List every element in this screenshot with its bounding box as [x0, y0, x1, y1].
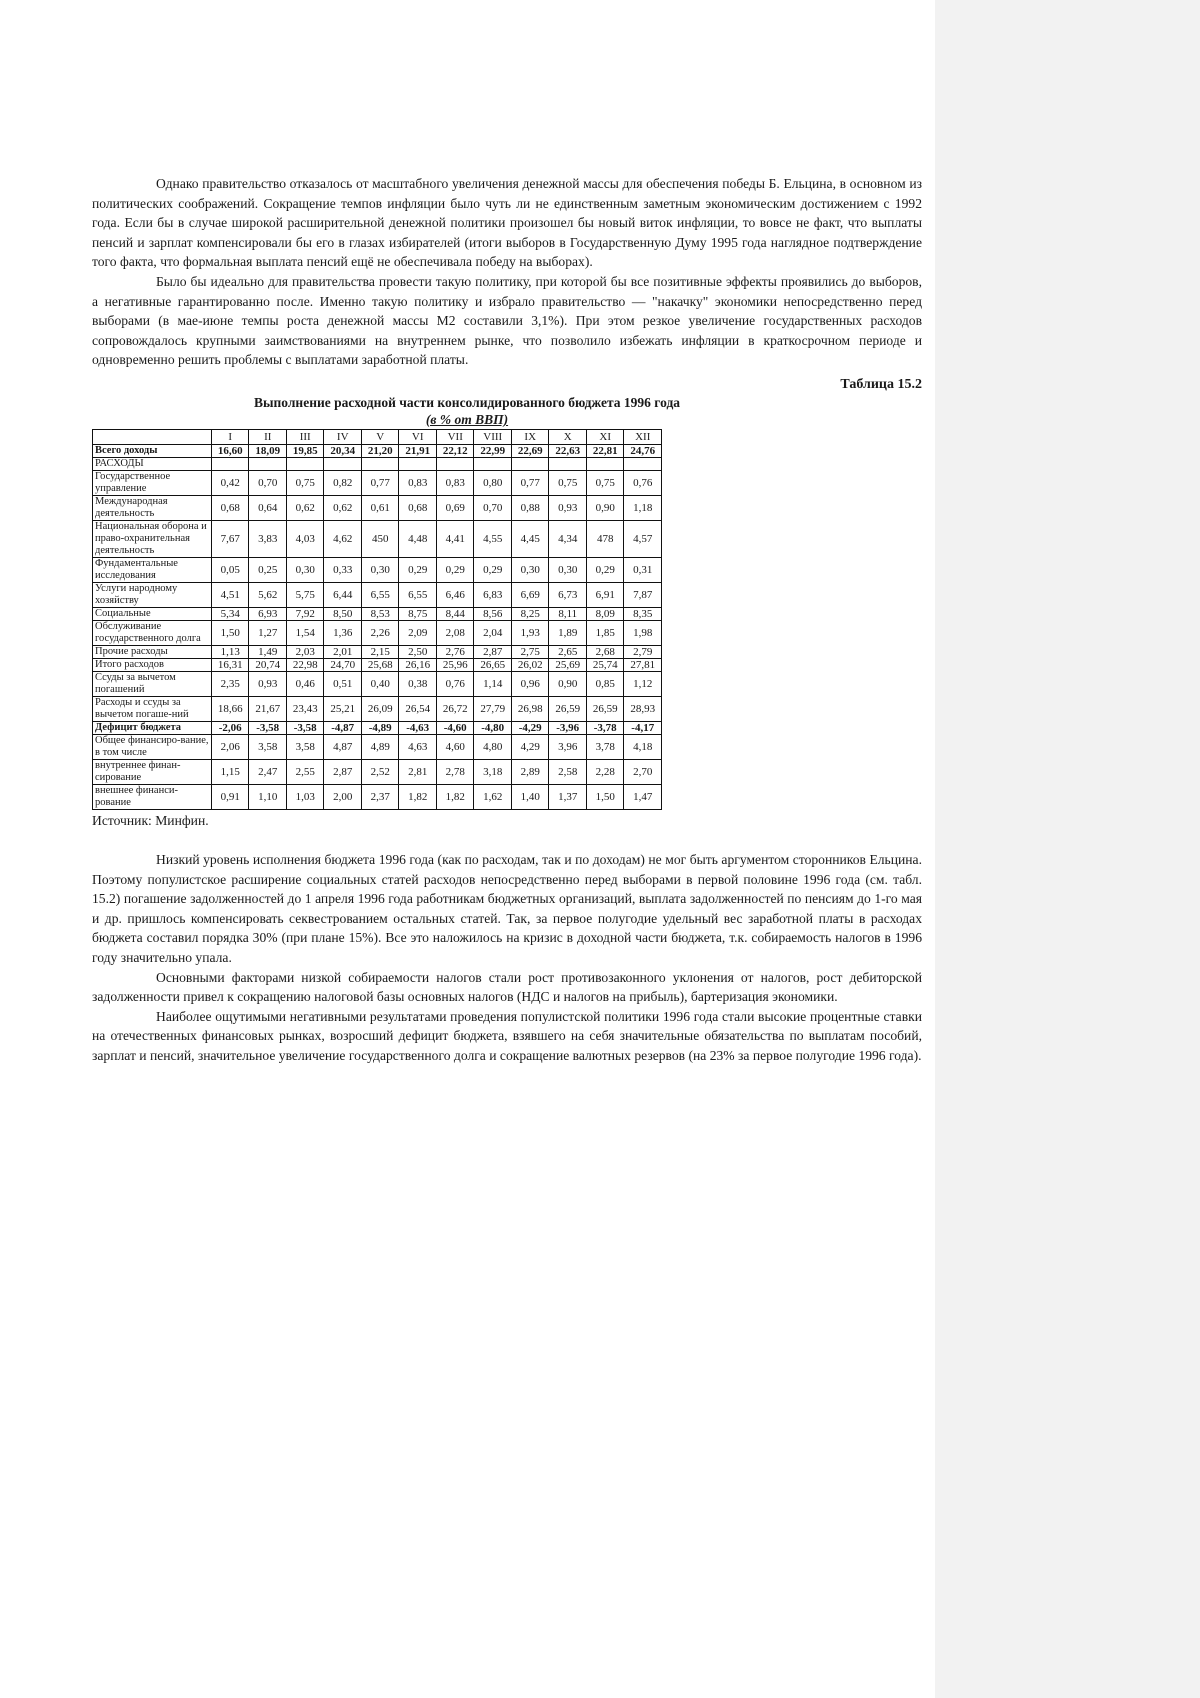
table-cell: 6,69 — [511, 582, 549, 607]
table-cell: 0,83 — [436, 470, 474, 495]
table-cell: 2,28 — [586, 759, 624, 784]
table-cell: 25,96 — [436, 658, 474, 671]
table-cell: 2,04 — [474, 620, 512, 645]
table-cell: 2,76 — [436, 645, 474, 658]
table-cell: 1,98 — [624, 620, 662, 645]
table-source: Источник: Минфин. — [92, 812, 209, 828]
table-cell: 4,41 — [436, 520, 474, 557]
table-cell: 1,18 — [624, 495, 662, 520]
table-cell: 0,91 — [211, 784, 249, 809]
table-row — [93, 734, 662, 759]
table-cell: 4,18 — [624, 734, 662, 759]
table-cell: 18,09 — [249, 444, 287, 457]
table-cell: 0,93 — [549, 495, 587, 520]
table-cell: 4,89 — [361, 734, 399, 759]
table-cell: 19,85 — [286, 444, 324, 457]
table-cell: 2,58 — [549, 759, 587, 784]
table-subtitle: (в % от ВВП) — [425, 411, 509, 427]
table-cell: 4,80 — [474, 734, 512, 759]
table-cell: 0,29 — [586, 557, 624, 582]
table-cell: 22,98 — [286, 658, 324, 671]
table-cell: 6,83 — [474, 582, 512, 607]
table-row — [93, 457, 662, 470]
table-cell: 25,21 — [324, 696, 362, 721]
table-cell: 16,31 — [211, 658, 249, 671]
table-cell: 4,03 — [286, 520, 324, 557]
table-cell: 22,69 — [511, 444, 549, 457]
column-header: III — [286, 429, 324, 444]
table-cell: 3,18 — [474, 759, 512, 784]
table-cell: 26,09 — [361, 696, 399, 721]
table-cell: 4,60 — [436, 734, 474, 759]
table-cell: -3,78 — [586, 721, 624, 734]
row-label: Международная деятельность — [93, 495, 212, 520]
table-title: Выполнение расходной части консолидированного бюджета 1996 года — [253, 394, 681, 410]
table-cell: 0,75 — [549, 470, 587, 495]
table-cell: 21,20 — [361, 444, 399, 457]
table-cell — [211, 457, 249, 470]
column-header: I — [211, 429, 249, 444]
table-row — [93, 784, 662, 809]
table-cell: 2,15 — [361, 645, 399, 658]
table-row — [93, 470, 662, 495]
table-cell: 8,75 — [399, 607, 437, 620]
table-row — [93, 557, 662, 582]
table-cell: 0,77 — [511, 470, 549, 495]
table-cell: 25,74 — [586, 658, 624, 671]
table-row — [93, 696, 662, 721]
table-cell: 6,44 — [324, 582, 362, 607]
table-cell: 2,00 — [324, 784, 362, 809]
table-cell: 22,12 — [436, 444, 474, 457]
table-cell: 25,68 — [361, 658, 399, 671]
row-label: Расходы и ссуды за вычетом погаше-ний — [93, 696, 212, 721]
table-cell: -4,29 — [511, 721, 549, 734]
table-cell: 26,59 — [549, 696, 587, 721]
table-cell: 8,50 — [324, 607, 362, 620]
table-cell: 8,44 — [436, 607, 474, 620]
paragraph-1: Однако правительство отказалось от масштабного увеличения денежной массы для обеспечения победы Б. Ельцина, в основном из политических соображений. Сокращение темпов инфляции было чуть ли не единственным заметным экономическим достижением с 1992 года. Если бы в случае широкой расширительной денежной политики произошел бы новый виток инфляции, то вовсе не факт, что выплаты пенсий и зарплат компенсировали бы его в глазах избирателей (итоги выборов в Государственную Думу 1995 года наглядное подтверждение того факта, что формальная выплата пенсий ещё не обеспечивала победу на выборах). — [92, 176, 922, 270]
table-cell: -3,96 — [549, 721, 587, 734]
table-cell: 2,52 — [361, 759, 399, 784]
table-cell: 0,96 — [511, 671, 549, 696]
table-cell: 16,60 — [211, 444, 249, 457]
table-cell: 2,09 — [399, 620, 437, 645]
table-cell: 22,99 — [474, 444, 512, 457]
row-label: внешнее финанси-рование — [93, 784, 212, 809]
table-cell: 28,93 — [624, 696, 662, 721]
table-cell: 0,40 — [361, 671, 399, 696]
table-cell: 7,67 — [211, 520, 249, 557]
table-cell: 2,26 — [361, 620, 399, 645]
row-label: внутреннее финан-сирование — [93, 759, 212, 784]
paragraph-5: Наиболее ощутимыми негативными результатами проведения популистской политики 1996 года стали высокие процентные ставки на отечественных финансовых рынках, возросший дефицит бюджета, взявшего на себя значительные обязательства по выплатам пособий, зарплат и пенсий, значительное увеличение государственного долга и сокращение валютных резервов (на 23% за первое полугодие 1996 года). — [92, 1008, 922, 1063]
table-label: Таблица 15.2 — [840, 376, 922, 392]
table-cell — [361, 457, 399, 470]
table-cell: 27,79 — [474, 696, 512, 721]
table-cell: 25,69 — [549, 658, 587, 671]
table-cell: 3,83 — [249, 520, 287, 557]
table-cell: 0,51 — [324, 671, 362, 696]
column-header: VII — [436, 429, 474, 444]
table-cell: -2,06 — [211, 721, 249, 734]
table-cell: 0,82 — [324, 470, 362, 495]
table-cell: 18,66 — [211, 696, 249, 721]
paragraph-3: Низкий уровень исполнения бюджета 1996 года (как по расходам, так и по доходам) не мог быть аргументом сторонников Ельцина. Поэтому популистское расширение социальных статей расходов непосредственно перед выборами в первой половине 1996 года (см. табл. 15.2) погашение задолженностей до 1 апреля 1996 года работникам бюджетных организаций, выплата задолженностей по пенсиям до 1-го мая и др. пришлось компенсировать секвестрованием остальных статей. Так, за первое полугодие удельный вес заработной платы в расходах бюджета составил порядка 30% (при плане 15%). Все это наложилось на кризис в доходной части бюджета, т.к. собираемость налогов в 1996 году значительно упала. — [92, 851, 922, 965]
table-cell: 1,49 — [249, 645, 287, 658]
row-label: Услуги народному хозяйству — [93, 582, 212, 607]
table-cell: 0,70 — [249, 470, 287, 495]
table-cell — [586, 457, 624, 470]
table-cell: 20,74 — [249, 658, 287, 671]
table-cell: 2,08 — [436, 620, 474, 645]
table-cell: 22,63 — [549, 444, 587, 457]
table-cell: 0,90 — [586, 495, 624, 520]
table-cell: 8,53 — [361, 607, 399, 620]
table-cell: 0,75 — [586, 470, 624, 495]
table-cell: 2,55 — [286, 759, 324, 784]
table-cell: 2,68 — [586, 645, 624, 658]
table-cell: 20,34 — [324, 444, 362, 457]
row-label: Национальная оборона и право-охранительная деятельность — [93, 520, 212, 557]
table-cell: -3,58 — [249, 721, 287, 734]
table-cell: 0,88 — [511, 495, 549, 520]
table-cell: 24,70 — [324, 658, 362, 671]
table-cell: 21,91 — [399, 444, 437, 457]
table-cell: 1,37 — [549, 784, 587, 809]
table-cell: 6,55 — [399, 582, 437, 607]
table-cell: 3,58 — [286, 734, 324, 759]
table-cell: 1,93 — [511, 620, 549, 645]
table-cell: 22,81 — [586, 444, 624, 457]
table-cell: 8,56 — [474, 607, 512, 620]
table-cell: 2,50 — [399, 645, 437, 658]
table-cell: 26,98 — [511, 696, 549, 721]
table-row — [93, 721, 662, 734]
budget-table — [92, 429, 662, 810]
column-header: IX — [511, 429, 549, 444]
table-cell: 1,50 — [211, 620, 249, 645]
table-cell: 0,68 — [211, 495, 249, 520]
table-cell: 0,62 — [286, 495, 324, 520]
table-cell: 6,55 — [361, 582, 399, 607]
table-cell: 0,77 — [361, 470, 399, 495]
table-cell: 3,78 — [586, 734, 624, 759]
table-cell: 5,34 — [211, 607, 249, 620]
table-cell: 0,75 — [286, 470, 324, 495]
table-cell: 1,14 — [474, 671, 512, 696]
table-cell: 26,02 — [511, 658, 549, 671]
row-label: РАСХОДЫ — [93, 457, 212, 470]
table-cell: 4,57 — [624, 520, 662, 557]
table-cell: 24,76 — [624, 444, 662, 457]
column-header: II — [249, 429, 287, 444]
table-row — [93, 658, 662, 671]
table-cell: 450 — [361, 520, 399, 557]
table-cell: 6,93 — [249, 607, 287, 620]
table-row — [93, 495, 662, 520]
table-cell: 0,42 — [211, 470, 249, 495]
table-cell: 4,34 — [549, 520, 587, 557]
table-cell — [249, 457, 287, 470]
table-cell: 2,37 — [361, 784, 399, 809]
table-cell: 2,06 — [211, 734, 249, 759]
table-cell: 7,92 — [286, 607, 324, 620]
table-cell: 1,89 — [549, 620, 587, 645]
column-header: VIII — [474, 429, 512, 444]
table-cell: 0,70 — [474, 495, 512, 520]
table-cell: 0,30 — [361, 557, 399, 582]
table-cell: -3,58 — [286, 721, 324, 734]
row-label: Ссуды за вычетом погашений — [93, 671, 212, 696]
table-cell: 0,69 — [436, 495, 474, 520]
table-cell: 2,87 — [324, 759, 362, 784]
row-label: Фундаментальные исследования — [93, 557, 212, 582]
table-cell: 0,30 — [549, 557, 587, 582]
table-cell: 4,51 — [211, 582, 249, 607]
table-cell: 0,93 — [249, 671, 287, 696]
table-cell: 2,70 — [624, 759, 662, 784]
row-label: Обслуживание государственного долга — [93, 620, 212, 645]
table-cell: 2,81 — [399, 759, 437, 784]
table-cell: 2,78 — [436, 759, 474, 784]
table-cell: 0,05 — [211, 557, 249, 582]
row-label: Дефицит бюджета — [93, 721, 212, 734]
table-cell: 27,81 — [624, 658, 662, 671]
table-cell: 4,62 — [324, 520, 362, 557]
table-cell: 0,33 — [324, 557, 362, 582]
table-cell: 0,68 — [399, 495, 437, 520]
table-cell — [399, 457, 437, 470]
table-cell: 0,76 — [436, 671, 474, 696]
table-cell: 2,65 — [549, 645, 587, 658]
table-cell: 2,79 — [624, 645, 662, 658]
paragraph-4: Основными факторами низкой собираемости налогов стали рост противозаконного уклонения от налогов, рост дебиторской задолженности привел к сокращению налоговой базы основных налогов (НДС и налогов на прибыль), бартеризация экономики. — [92, 969, 922, 1005]
table-cell — [624, 457, 662, 470]
table-cell: 0,46 — [286, 671, 324, 696]
table-cell: 2,01 — [324, 645, 362, 658]
table-cell: 1,85 — [586, 620, 624, 645]
table-cell: 1,50 — [586, 784, 624, 809]
table-row — [93, 671, 662, 696]
table-cell: 26,54 — [399, 696, 437, 721]
table-corner-cell — [93, 429, 212, 444]
table-cell: 1,82 — [399, 784, 437, 809]
table-cell: 3,96 — [549, 734, 587, 759]
table-header-row — [93, 429, 662, 444]
table-cell: 5,62 — [249, 582, 287, 607]
table-cell — [474, 457, 512, 470]
table-cell: 7,87 — [624, 582, 662, 607]
table-cell: 4,63 — [399, 734, 437, 759]
table-cell: 6,46 — [436, 582, 474, 607]
table-cell: 8,11 — [549, 607, 587, 620]
table-cell: 26,59 — [586, 696, 624, 721]
table-cell: 2,75 — [511, 645, 549, 658]
table-cell: 5,75 — [286, 582, 324, 607]
table-cell: 6,73 — [549, 582, 587, 607]
column-header: X — [549, 429, 587, 444]
table-cell — [324, 457, 362, 470]
table-row — [93, 607, 662, 620]
table-cell: 1,54 — [286, 620, 324, 645]
table-cell: 1,03 — [286, 784, 324, 809]
table-cell: 1,62 — [474, 784, 512, 809]
table-cell: 2,35 — [211, 671, 249, 696]
table-cell: -4,63 — [399, 721, 437, 734]
table-row — [93, 620, 662, 645]
table-cell: 0,29 — [399, 557, 437, 582]
row-label: Общее финансиро-вание, в том числе — [93, 734, 212, 759]
table-cell: 0,83 — [399, 470, 437, 495]
column-header: XII — [624, 429, 662, 444]
table-cell: 0,76 — [624, 470, 662, 495]
table-cell: 8,25 — [511, 607, 549, 620]
table-row — [93, 520, 662, 557]
column-header: IV — [324, 429, 362, 444]
table-cell: 0,38 — [399, 671, 437, 696]
table-cell: -4,87 — [324, 721, 362, 734]
table-cell: -4,89 — [361, 721, 399, 734]
table-cell: -4,60 — [436, 721, 474, 734]
table-cell: 1,36 — [324, 620, 362, 645]
table-cell: 3,58 — [249, 734, 287, 759]
table-cell: 0,90 — [549, 671, 587, 696]
table-row — [93, 645, 662, 658]
table-cell: 1,27 — [249, 620, 287, 645]
table-row — [93, 444, 662, 457]
document-body — [92, 174, 922, 1065]
table-cell: 0,30 — [511, 557, 549, 582]
column-header: VI — [399, 429, 437, 444]
comment-margin-panel — [935, 0, 1200, 1698]
table-cell: 1,12 — [624, 671, 662, 696]
table-cell: 26,72 — [436, 696, 474, 721]
table-cell — [549, 457, 587, 470]
table-cell: 23,43 — [286, 696, 324, 721]
table-cell: 1,47 — [624, 784, 662, 809]
table-cell: 26,16 — [399, 658, 437, 671]
row-label: Социальные — [93, 607, 212, 620]
table-row — [93, 759, 662, 784]
table-cell: 1,40 — [511, 784, 549, 809]
paragraph-2: Было бы идеально для правительства провести такую политику, при которой бы все позитивные эффекты проявились до выборов, а негативные гарантированно после. Именно такую политику и избрало правительство — "накачку" экономики непосредственно перед выборами (в мае-июне темпы роста денежной массы М2 составили 3,1%). При этом резкое увеличение государственных расходов сопровождалось крупными заимствованиями на внутреннем рынке, что позволило избежать инфляции в краткосрочном периоде и одновременно решить проблемы с выплатами заработной платы. — [92, 273, 922, 368]
table-cell: 478 — [586, 520, 624, 557]
table-body — [93, 444, 662, 809]
table-row — [93, 582, 662, 607]
table-cell — [436, 457, 474, 470]
table-cell: 2,47 — [249, 759, 287, 784]
table-cell — [511, 457, 549, 470]
table-cell: 0,31 — [624, 557, 662, 582]
row-label: Прочие расходы — [93, 645, 212, 658]
row-label: Государственное управление — [93, 470, 212, 495]
table-cell: 0,29 — [474, 557, 512, 582]
table-cell: 0,30 — [286, 557, 324, 582]
table-cell: 0,62 — [324, 495, 362, 520]
table-cell: 2,87 — [474, 645, 512, 658]
table-cell: 4,29 — [511, 734, 549, 759]
table-cell: 4,48 — [399, 520, 437, 557]
table-cell: 8,35 — [624, 607, 662, 620]
table-cell: -4,80 — [474, 721, 512, 734]
table-cell: 21,67 — [249, 696, 287, 721]
column-header: XI — [586, 429, 624, 444]
table-cell: 1,82 — [436, 784, 474, 809]
table-cell: 1,13 — [211, 645, 249, 658]
table-cell: 4,45 — [511, 520, 549, 557]
table-cell: 1,15 — [211, 759, 249, 784]
row-label: Итого расходов — [93, 658, 212, 671]
table-cell: 0,64 — [249, 495, 287, 520]
table-cell: 6,91 — [586, 582, 624, 607]
row-label: Всего доходы — [93, 444, 212, 457]
table-cell: 2,03 — [286, 645, 324, 658]
table-cell: 0,61 — [361, 495, 399, 520]
table-cell: 0,25 — [249, 557, 287, 582]
column-header: V — [361, 429, 399, 444]
table-cell: 0,29 — [436, 557, 474, 582]
table-cell: 1,10 — [249, 784, 287, 809]
table-cell: 0,85 — [586, 671, 624, 696]
table-cell: 4,87 — [324, 734, 362, 759]
table-cell — [286, 457, 324, 470]
table-cell: 0,80 — [474, 470, 512, 495]
table-cell: 2,89 — [511, 759, 549, 784]
table-cell: 8,09 — [586, 607, 624, 620]
table-cell: 4,55 — [474, 520, 512, 557]
table-cell: 26,65 — [474, 658, 512, 671]
table-cell: -4,17 — [624, 721, 662, 734]
